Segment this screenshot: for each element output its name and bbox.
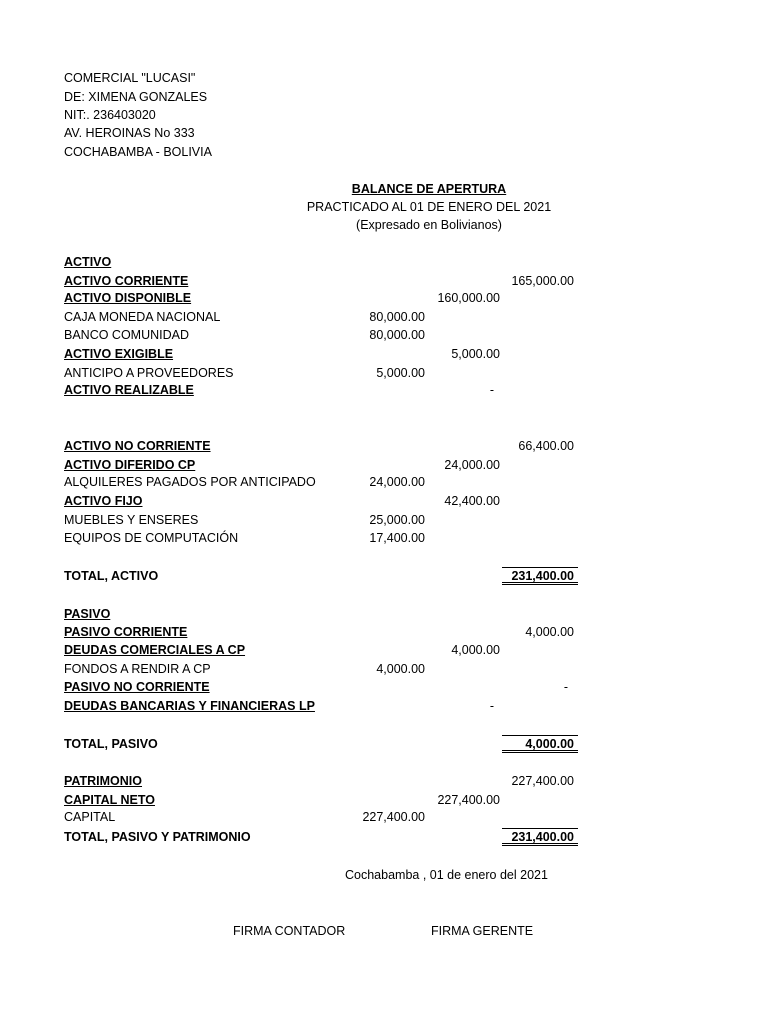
row-label: BANCO COMUNIDAD [64,328,190,342]
amount-col2: 227,400.00 [437,793,500,807]
row-activo-corriente [0,272,768,290]
row-label: CAPITAL NETO [64,793,155,807]
document-subtitle: PRACTICADO AL 01 DE ENERO DEL 2021 [306,200,552,214]
row-anticipo [0,364,768,382]
company-name: COMERCIAL "LUCASI" [64,71,196,85]
row-capital-neto [0,791,768,809]
document-title: BALANCE DE APERTURA [351,182,507,196]
row-label: ACTIVO CORRIENTE [64,274,189,288]
amount-col1: 80,000.00 [369,310,425,324]
row-activo-no-corriente [0,437,768,455]
row-label: TOTAL, PASIVO Y PATRIMONIO [64,830,251,844]
row-muebles [0,511,768,529]
total-amount: 231,400.00 [502,567,578,585]
amount-col2: 42,400.00 [444,494,500,508]
amount-col2: - [489,699,494,713]
currency-note: (Expresado en Bolivianos) [356,218,502,232]
row-label: ACTIVO EXIGIBLE [64,347,174,361]
row-total-pasivo-patrimonio [0,828,768,846]
city-country: COCHABAMBA - BOLIVIA [64,145,212,159]
amount-col1: 227,400.00 [362,810,425,824]
row-label: PASIVO NO CORRIENTE [64,680,210,694]
row-caja [0,308,768,326]
row-label: ACTIVO [64,255,112,269]
amount-col1: 80,000.00 [369,328,425,342]
amount-col1: 25,000.00 [369,513,425,527]
row-activo-realizable [0,381,768,399]
signature-accountant: FIRMA CONTADOR [233,924,346,938]
row-activo-fijo [0,492,768,510]
amount-col2: 160,000.00 [437,291,500,305]
row-label: ACTIVO NO CORRIENTE [64,439,211,453]
row-deudas-comerciales [0,641,768,659]
row-label: FONDOS A RENDIR A CP [64,662,211,676]
row-label: ANTICIPO A PROVEEDORES [64,366,234,380]
row-total-activo [0,567,768,585]
row-equipos [0,529,768,547]
amount-col2: 4,000.00 [451,643,500,657]
signature-manager: FIRMA GERENTE [431,924,534,938]
row-label: PASIVO [64,607,111,621]
row-label: ALQUILERES PAGADOS POR ANTICIPADO [64,475,316,489]
row-label: ACTIVO DISPONIBLE [64,291,192,305]
row-activo-disponible [0,289,768,307]
amount-col1: 24,000.00 [369,475,425,489]
row-banco [0,326,768,344]
row-label: ACTIVO REALIZABLE [64,383,194,397]
amount-col3: 66,400.00 [518,439,574,453]
address: AV. HEROINAS No 333 [64,126,195,140]
amount-col2: 24,000.00 [444,458,500,472]
row-label: PATRIMONIO [64,774,143,788]
row-pasivo-no-corriente [0,678,768,696]
amount-col1: 17,400.00 [369,531,425,545]
row-label: DEUDAS COMERCIALES A CP [64,643,246,657]
row-pasivo [0,605,768,623]
row-patrimonio [0,772,768,790]
owner-name: DE: XIMENA GONZALES [64,90,208,104]
row-activo-exigible [0,345,768,363]
amount-col3: 165,000.00 [511,274,574,288]
nit-number: NIT:. 236403020 [64,108,156,122]
row-label: DEUDAS BANCARIAS Y FINANCIERAS LP [64,699,315,713]
row-label: TOTAL, PASIVO [64,737,158,751]
amount-col3: - [563,680,568,694]
amount-col1: 5,000.00 [376,366,425,380]
row-activo-diferido [0,456,768,474]
total-amount: 231,400.00 [502,828,578,846]
amount-col2: - [489,383,494,397]
row-label: PASIVO CORRIENTE [64,625,188,639]
row-total-pasivo [0,735,768,753]
row-pasivo-corriente [0,623,768,641]
row-deudas-bancarias [0,697,768,715]
row-alquileres [0,473,768,491]
amount-col3: 227,400.00 [511,774,574,788]
row-label: TOTAL, ACTIVO [64,569,159,583]
total-amount: 4,000.00 [502,735,578,753]
row-label: CAPITAL [64,810,116,824]
amount-col3: 4,000.00 [525,625,574,639]
row-label: MUEBLES Y ENSERES [64,513,199,527]
row-fondos [0,660,768,678]
row-label: CAJA MONEDA NACIONAL [64,310,221,324]
place-date: Cochabamba , 01 de enero del 2021 [345,868,548,882]
row-label: ACTIVO FIJO [64,494,143,508]
row-label: EQUIPOS DE COMPUTACIÓN [64,531,239,545]
amount-col1: 4,000.00 [376,662,425,676]
amount-col2: 5,000.00 [451,347,500,361]
row-label: ACTIVO DIFERIDO CP [64,458,196,472]
row-activo [0,253,768,271]
row-capital [0,808,768,826]
